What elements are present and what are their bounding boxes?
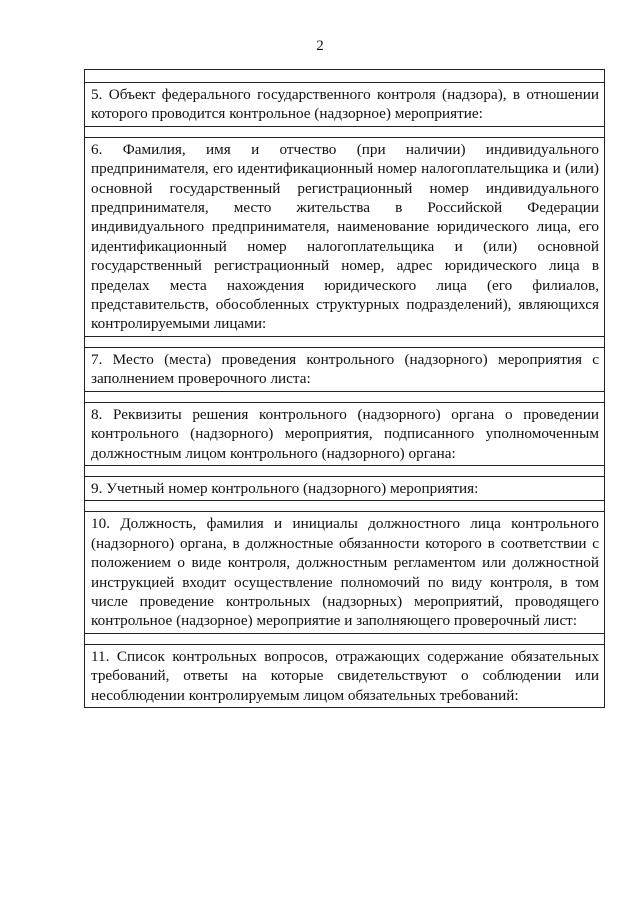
field-7-answer[interactable] (84, 392, 605, 403)
field-10 (84, 512, 605, 633)
form-table (84, 69, 605, 708)
field-10-answer[interactable] (84, 634, 605, 645)
field-5-label: 5. Объект федерального государственного контроля (надзора), в отношении которого проводится контрольное (надзорное) мероприятие: (85, 83, 604, 127)
field-8 (84, 403, 605, 466)
field-10-label: 10. Должность, фамилия и инициалы должностного лица контрольного (надзорного) органа, в должностные обязанности которого в соответствии с положением о виде контроля, должностным регламентом или должностной инструкцией входит осуществление полномочий по виду контроля, в том числе проведение контрольных (надзорных) мероприятий, проводящего контрольное (надзорное) мероприятие и заполняющего проверочный лист: (85, 512, 604, 633)
field-7 (84, 348, 605, 392)
field-9 (84, 477, 605, 501)
field-11-label: 11. Список контрольных вопросов, отражающих содержание обязательных требований, ответы на которые свидетельствуют о соблюдении или несоблюдении контролируемым лицом обязательных требований: (85, 645, 604, 708)
field-9-label: 9. Учетный номер контрольного (надзорного) мероприятия: (85, 477, 604, 501)
field-11 (84, 645, 605, 708)
field-5-answer[interactable] (84, 127, 605, 138)
field-6-answer[interactable] (84, 337, 605, 348)
page-number: 2 (316, 38, 324, 54)
field-7-label: 7. Место (места) проведения контрольного (надзорного) мероприятия с заполнением проверочного листа: (85, 348, 604, 392)
field-5 (84, 83, 605, 127)
field-9-answer[interactable] (84, 501, 605, 512)
field-8-answer[interactable] (84, 466, 605, 477)
field-8-label: 8. Реквизиты решения контрольного (надзорного) органа о проведении контрольного (надзорного) мероприятия, подписанного уполномоченным должностным лицом контрольного (надзорного) органа: (85, 403, 604, 466)
answer-blank-top[interactable] (84, 70, 605, 83)
field-6 (84, 138, 605, 337)
field-6-label: 6. Фамилия, имя и отчество (при наличии) индивидуального предпринимателя, его идентификационный номер налогоплательщика и (или) основной государственный регистрационный номер индивидуального предпринимателя, место жительства в Российской Федерации индивидуального предпринимателя, наименование юридического лица, его идентификационный номер налогоплательщика и (или) основной государственный регистрационный номер, адрес юридического лица в пределах места нахождения юридического лица (его филиалов, представительств, обособленных структурных подразделений), являющихся контролируемыми лицами: (85, 138, 604, 337)
